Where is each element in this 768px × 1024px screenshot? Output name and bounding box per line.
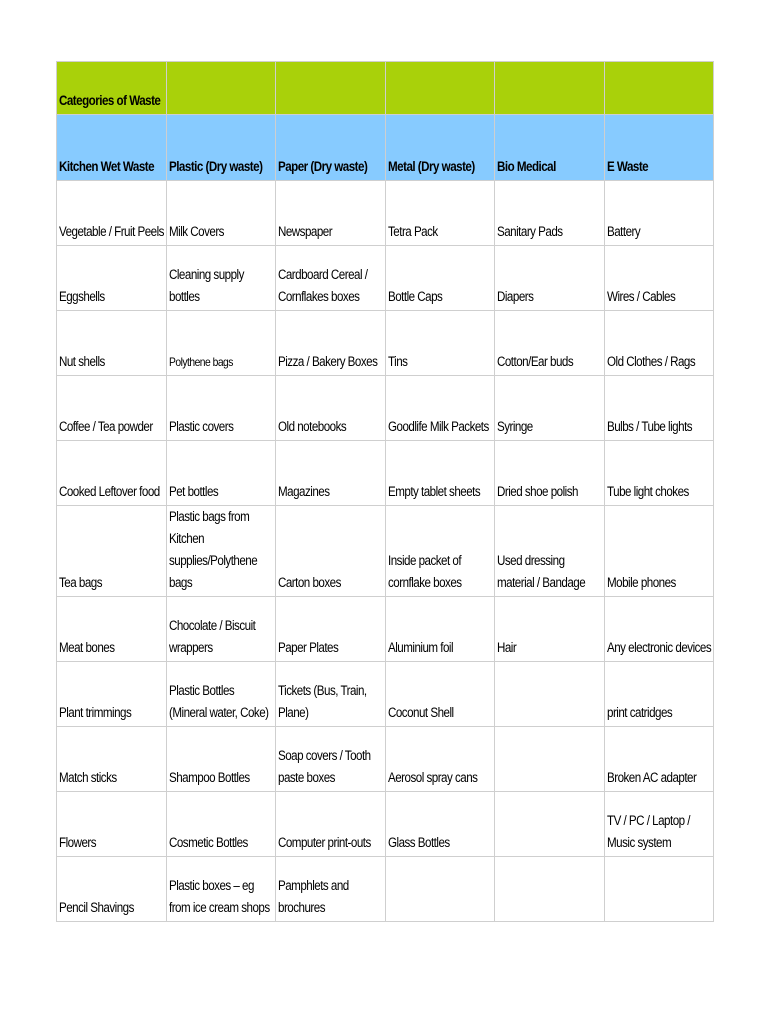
cell-text: Sanitary Pads	[497, 224, 563, 239]
title-empty-cell[interactable]	[276, 62, 386, 115]
table-cell[interactable]	[604, 246, 714, 311]
table-row	[57, 506, 714, 597]
cell-text: Polythene bags	[168, 355, 233, 369]
cell-text: Goodlife Milk Packets	[387, 419, 489, 434]
table-cell[interactable]	[166, 181, 276, 246]
cell-text: Cooked Leftover food	[59, 484, 160, 499]
cell-text: Pet bottles	[168, 484, 218, 499]
cell-text: Magazines	[278, 484, 330, 499]
cell-text: Plastic boxes – eg from ice cream shops	[168, 878, 270, 915]
table-row	[57, 597, 714, 662]
cell-text: Tetra Pack	[387, 224, 438, 239]
table-cell[interactable]	[604, 441, 714, 506]
cell-text: Aluminium foil	[387, 640, 453, 655]
column-header[interactable]	[385, 115, 495, 181]
cell-text: Eggshells	[59, 289, 105, 304]
cell-text: Wires / Cables	[606, 289, 675, 304]
table-cell[interactable]	[276, 181, 386, 246]
table-cell[interactable]	[495, 792, 605, 857]
table-cell[interactable]	[604, 376, 714, 441]
table-cell[interactable]	[166, 597, 276, 662]
column-header-label: Paper (Dry waste)	[278, 159, 368, 174]
waste-categories-table	[56, 61, 714, 922]
cell-text: print catridges	[606, 705, 672, 720]
table-cell[interactable]	[495, 662, 605, 727]
cell-text: Any electronic devices	[606, 640, 711, 655]
table-cell[interactable]	[276, 246, 386, 311]
table-cell[interactable]	[385, 311, 495, 376]
cell-text: Chocolate / Biscuit wrappers	[168, 618, 255, 655]
table-cell[interactable]	[495, 506, 605, 597]
cell-text: Inside packet of cornflake boxes	[387, 553, 462, 590]
table-cell[interactable]	[57, 441, 167, 506]
cell-text: Soap covers / Tooth paste boxes	[278, 748, 371, 785]
column-header[interactable]	[495, 115, 605, 181]
table-cell[interactable]	[385, 857, 495, 922]
cell-text: Match sticks	[59, 770, 117, 785]
table-cell[interactable]	[57, 246, 167, 311]
table-cell[interactable]	[57, 727, 167, 792]
table-cell[interactable]	[166, 376, 276, 441]
table-cell[interactable]	[57, 792, 167, 857]
cell-text: Cotton/Ear buds	[497, 354, 574, 369]
title-row	[57, 62, 714, 115]
table-cell[interactable]	[57, 857, 167, 922]
table-cell[interactable]	[57, 311, 167, 376]
table-cell[interactable]	[166, 441, 276, 506]
table-cell[interactable]	[276, 506, 386, 597]
table-cell[interactable]	[385, 597, 495, 662]
cell-text: Plastic bags from Kitchen supplies/Polythene bags	[168, 509, 257, 590]
table-cell[interactable]	[385, 376, 495, 441]
cell-text: Dried shoe polish	[497, 484, 578, 499]
table-cell[interactable]	[495, 246, 605, 311]
table-cell[interactable]	[57, 376, 167, 441]
table-row	[57, 311, 714, 376]
table-cell[interactable]	[166, 246, 276, 311]
cell-text: Tickets (Bus, Train, Plane)	[278, 683, 367, 720]
cell-text: Newspaper	[278, 224, 333, 239]
table-cell[interactable]	[604, 311, 714, 376]
column-header-label: Metal (Dry waste)	[387, 159, 475, 174]
table-cell[interactable]	[604, 727, 714, 792]
cell-text: Plastic Bottles (Mineral water, Coke)	[168, 683, 269, 720]
table-cell[interactable]	[276, 597, 386, 662]
table-cell[interactable]	[495, 857, 605, 922]
cell-text: TV / PC / Laptop / Music system	[606, 813, 690, 850]
cell-text: Milk Covers	[168, 224, 224, 239]
table-cell[interactable]	[166, 506, 276, 597]
table-cell[interactable]	[385, 792, 495, 857]
table-cell[interactable]	[385, 506, 495, 597]
table-cell[interactable]	[276, 311, 386, 376]
column-header[interactable]	[276, 115, 386, 181]
table-cell[interactable]	[166, 662, 276, 727]
cell-text: Plastic covers	[168, 419, 233, 434]
cell-text: Pizza / Bakery Boxes	[278, 354, 378, 369]
cell-text: Meat bones	[59, 640, 115, 655]
cell-text: Vegetable / Fruit Peels	[59, 224, 164, 239]
cell-text: Shampoo Bottles	[168, 770, 250, 785]
cell-text: Old notebooks	[278, 419, 347, 434]
title-empty-cell[interactable]	[166, 62, 276, 115]
cell-text: Broken AC adapter	[606, 770, 696, 785]
table-cell[interactable]	[604, 597, 714, 662]
table-cell[interactable]	[166, 311, 276, 376]
table-row	[57, 792, 714, 857]
cell-text: Mobile phones	[606, 575, 676, 590]
table-cell[interactable]	[57, 597, 167, 662]
table-cell[interactable]	[166, 792, 276, 857]
table-row	[57, 441, 714, 506]
table-cell[interactable]	[604, 857, 714, 922]
cell-text: Tube light chokes	[606, 484, 689, 499]
cell-text: Empty tablet sheets	[387, 484, 480, 499]
cell-text: Cardboard Cereal / Cornflakes boxes	[278, 267, 368, 304]
table-title: Categories of Waste	[59, 93, 161, 108]
header-row	[57, 115, 714, 181]
table-cell[interactable]	[276, 441, 386, 506]
table-cell[interactable]	[604, 792, 714, 857]
table-cell[interactable]	[495, 727, 605, 792]
cell-text: Hair	[497, 640, 517, 655]
column-header-label: E Waste	[606, 159, 648, 174]
cell-text: Syringe	[497, 419, 533, 434]
column-header-label: Bio Medical	[497, 159, 556, 174]
cell-text: Coffee / Tea powder	[59, 419, 153, 434]
table-cell[interactable]	[495, 441, 605, 506]
table-cell[interactable]	[276, 727, 386, 792]
table-cell[interactable]	[57, 506, 167, 597]
cell-text: Computer print-outs	[278, 835, 371, 850]
table-cell[interactable]	[385, 727, 495, 792]
column-header[interactable]	[57, 115, 167, 181]
table-row	[57, 181, 714, 246]
table-cell[interactable]	[385, 181, 495, 246]
cell-text: Pamphlets and brochures	[278, 878, 349, 915]
cell-text: Used dressing material / Bandage	[497, 553, 586, 590]
cell-text: Cosmetic Bottles	[168, 835, 248, 850]
title-empty-cell[interactable]	[495, 62, 605, 115]
cell-text: Battery	[606, 224, 640, 239]
table-cell[interactable]	[385, 662, 495, 727]
table-cell[interactable]	[604, 181, 714, 246]
table-cell[interactable]	[495, 181, 605, 246]
column-header[interactable]	[166, 115, 276, 181]
table-cell[interactable]	[495, 597, 605, 662]
cell-text: Old Clothes / Rags	[606, 354, 695, 369]
title-cell[interactable]	[57, 62, 167, 115]
table-row	[57, 857, 714, 922]
table-row	[57, 246, 714, 311]
cell-text: Flowers	[59, 835, 97, 850]
table-cell[interactable]	[495, 376, 605, 441]
table-cell[interactable]	[604, 662, 714, 727]
title-empty-cell[interactable]	[385, 62, 495, 115]
cell-text: Glass Bottles	[387, 835, 450, 850]
table-cell[interactable]	[385, 246, 495, 311]
cell-text: Tins	[387, 354, 407, 369]
cell-text: Aerosol spray cans	[387, 770, 477, 785]
cell-text: Paper Plates	[278, 640, 339, 655]
table-cell[interactable]	[604, 506, 714, 597]
cell-text: Nut shells	[59, 354, 105, 369]
table-row	[57, 727, 714, 792]
column-header-label: Kitchen Wet Waste	[59, 159, 155, 174]
column-header[interactable]	[604, 115, 714, 181]
column-header-label: Plastic (Dry waste)	[168, 159, 262, 174]
table-row	[57, 376, 714, 441]
cell-text: Carton boxes	[278, 575, 341, 590]
cell-text: Diapers	[497, 289, 534, 304]
cell-text: Tea bags	[59, 575, 102, 590]
table-cell[interactable]	[57, 181, 167, 246]
table-row	[57, 662, 714, 727]
cell-text: Bulbs / Tube lights	[606, 419, 692, 434]
table-cell[interactable]	[276, 662, 386, 727]
table-cell[interactable]	[57, 662, 167, 727]
cell-text: Cleaning supply bottles	[168, 267, 244, 304]
cell-text: Coconut Shell	[387, 705, 454, 720]
title-empty-cell[interactable]	[604, 62, 714, 115]
table-cell[interactable]	[276, 857, 386, 922]
cell-text: Plant trimmings	[59, 705, 132, 720]
table-cell[interactable]	[276, 376, 386, 441]
cell-text: Pencil Shavings	[59, 900, 134, 915]
cell-text: Bottle Caps	[387, 289, 442, 304]
table-cell[interactable]	[385, 441, 495, 506]
table-cell[interactable]	[166, 727, 276, 792]
table-cell[interactable]	[166, 857, 276, 922]
table-cell[interactable]	[276, 792, 386, 857]
table-cell[interactable]	[495, 311, 605, 376]
